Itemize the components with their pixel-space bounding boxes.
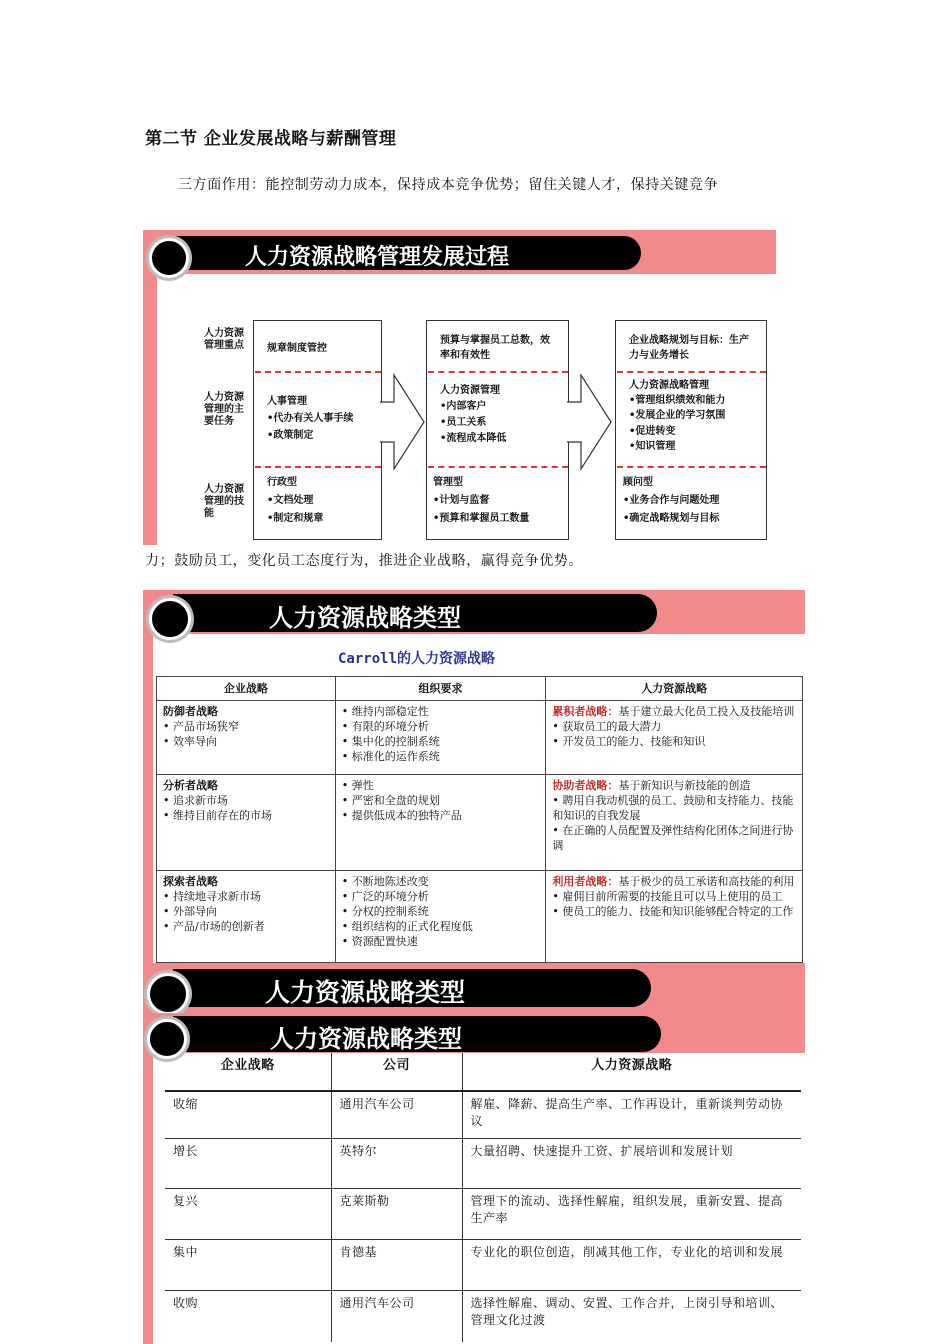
- hr-cell: 选择性解雇、调动、安置、工作合并，上岗引导和培训、管理文化过渡: [470, 1295, 784, 1327]
- paragraph-end: 力；鼓励员工，变化员工态度行为，推进企业战略，赢得竞争优势。: [145, 553, 583, 569]
- col1-top: 规章制度管控: [267, 343, 327, 354]
- row-label-skills: 人力资源管理的技能: [204, 484, 244, 519]
- slide3-titlebar: [173, 969, 651, 1007]
- header-hr-strategy: 人力资源战略: [462, 1053, 801, 1091]
- table-row: [165, 1290, 801, 1342]
- col3-bot-2: •确定战略规划与目标: [623, 513, 720, 524]
- company-cell: 通用汽车公司: [331, 1290, 462, 1342]
- row-label-focus: 人力资源管理重点: [204, 328, 244, 351]
- carroll-table: [156, 676, 803, 963]
- col3-mid-4: •知识管理: [629, 441, 676, 452]
- list-item: • 组织结构的正式化程度低: [341, 920, 473, 933]
- list-item: • 效率导向: [163, 735, 217, 748]
- col2-mid-3: •流程成本降低: [440, 433, 507, 444]
- list-item: • 标准化的运作系统: [341, 750, 440, 763]
- list-item: • 使员工的能力、技能和知识能够配合特定的工作: [552, 905, 794, 918]
- col3-bot-1: •业务合作与问题处理: [623, 495, 720, 506]
- paragraph-start: 三方面作用：能控制劳动力成本，保持成本竞争优势；留住关键人才，保持关键竞争: [178, 177, 719, 193]
- slide-hr-strategy-types-carroll: [143, 590, 805, 965]
- hr-cell: 大量招聘、快速提升工资、扩展培训和发展计划: [462, 1138, 801, 1188]
- hr-cell: 解雇、降薪、提高生产率、工作再设计，重新谈判劳动协议: [462, 1091, 801, 1138]
- strategy-name: 防御者战略: [163, 705, 218, 718]
- strategy-cell: 增长: [165, 1138, 331, 1188]
- list-item: • 产品/市场的创新者: [163, 920, 265, 933]
- col3-mid-0: 人力资源战略管理: [629, 380, 709, 391]
- bullet-dot-icon: [149, 598, 191, 640]
- hr-cell: 管理下的流动、选择性解雇，组织发展，重新安置、提高生产率: [462, 1188, 801, 1239]
- list-item: • 资源配置快速: [341, 935, 418, 948]
- col3-mid-1: •管理组织绩效和能力: [629, 395, 726, 406]
- header-company: 公司: [331, 1053, 462, 1091]
- hr-strategy-name: 利用者战略：: [552, 875, 619, 888]
- col1-bot-2: •制定和规章: [267, 513, 324, 524]
- col1-mid-1: •代办有关人事手续: [267, 413, 354, 424]
- section-heading: 第二节 企业发展战略与薪酬管理: [145, 129, 397, 149]
- strategy-cell: 集中: [165, 1239, 331, 1290]
- slide-hr-strategy-process: [143, 230, 776, 545]
- list-item: • 追求新市场: [163, 794, 228, 807]
- strategy-cell: 收缩: [165, 1091, 331, 1138]
- strategy-name: 分析者战略: [163, 779, 218, 792]
- list-item: • 维持目前存在的市场: [163, 809, 272, 822]
- slide-hr-strategy-types-strip: [143, 963, 805, 1019]
- col2-mid-1: •内部客户: [440, 401, 487, 412]
- company-cell: 克莱斯勒: [331, 1188, 462, 1239]
- header-enterprise-strategy: 企业战略: [157, 677, 336, 701]
- list-item: • 分权的控制系统: [341, 905, 429, 918]
- list-item: • 广泛的环境分析: [341, 890, 429, 903]
- col3-top: 企业战略规划与目标：生产力与业务增长: [629, 335, 749, 361]
- strategy-cell: 收购: [165, 1290, 331, 1342]
- list-item: • 外部导向: [163, 905, 217, 918]
- bullet-dot-icon: [147, 973, 189, 1015]
- table-row: [165, 1188, 801, 1239]
- table-row: [157, 701, 803, 775]
- strategy-name: 探索者战略: [163, 875, 218, 888]
- company-cell: 通用汽车公司: [331, 1091, 462, 1138]
- header-org-requirements: 组织要求: [335, 677, 546, 701]
- slide2-titlebar: [173, 594, 657, 632]
- list-item: • 弹性: [341, 779, 374, 792]
- arrow-right-icon: [567, 372, 613, 472]
- slide-hr-strategy-types-companies: [143, 1013, 805, 1344]
- col3-mid-3: •促进转变: [629, 426, 676, 437]
- hr-strategy-name: 协助者战略：: [552, 779, 619, 792]
- table-row: [157, 775, 803, 871]
- list-item: • 严密和全盘的规划: [341, 794, 440, 807]
- list-item: • 提供低成本的独特产品: [341, 809, 462, 822]
- list-item: • 维持内部稳定性: [341, 705, 429, 718]
- col1-bot-0: 行政型: [267, 477, 297, 488]
- row-label-tasks: 人力资源管理的主要任务: [204, 392, 244, 427]
- header-hr-strategy: 人力资源战略: [546, 677, 803, 701]
- arrow-right-icon: [380, 372, 426, 472]
- company-strategy-table: [165, 1053, 801, 1342]
- hr-strategy-name: 累积者战略：: [552, 705, 619, 718]
- col1-mid-0: 人事管理: [267, 396, 307, 407]
- col3-mid-2: •发展企业的学习氛围: [629, 410, 726, 421]
- col2-bot-1: •计划与监督: [433, 495, 490, 506]
- list-item: • 获取员工的最大潜力: [552, 720, 662, 733]
- col2-top: 预算与掌握员工总数，效率和有效性: [440, 335, 550, 361]
- slide3-title: 人力资源战略类型: [265, 978, 466, 1007]
- col1-mid-2: •政策制定: [267, 430, 314, 441]
- slide2-title: 人力资源战略类型: [269, 604, 461, 632]
- list-item: • 在正确的人员配置及弹性结构化团体之间进行协调: [552, 824, 794, 852]
- company-cell: 肯德基: [331, 1239, 462, 1290]
- hr-cell: 专业化的职位创造，削减其他工作，专业化的培训和发展: [462, 1239, 801, 1290]
- slide1-title: 人力资源战略管理发展过程: [245, 245, 510, 270]
- slide2-subtitle: Carroll的人力资源战略: [338, 651, 496, 667]
- col1-bot-1: •文档处理: [267, 495, 314, 506]
- col3-bot-0: 顾问型: [623, 477, 653, 488]
- list-item: • 集中化的控制系统: [341, 735, 440, 748]
- list-item: • 有限的环境分析: [341, 720, 429, 733]
- table-row: [165, 1091, 801, 1138]
- slide1-titlebar: [173, 236, 641, 270]
- list-item: • 雇佣目前所需要的技能且可以马上使用的员工: [552, 890, 783, 903]
- list-item: • 不断地陈述改变: [341, 875, 429, 888]
- company-cell: 英特尔: [331, 1138, 462, 1188]
- col2-mid-0: 人力资源管理: [440, 385, 500, 396]
- hr-strategy-desc: 基于极少的员工承诺和高技能的利用: [618, 875, 795, 888]
- table-row: [165, 1239, 801, 1290]
- header-enterprise-strategy: 企业战略: [165, 1053, 331, 1091]
- slide4-titlebar: [173, 1016, 661, 1052]
- bullet-dot-icon: [149, 238, 189, 278]
- col2-mid-2: •员工关系: [440, 417, 487, 428]
- hr-strategy-desc: 基于建立最大化员工投入及技能培训: [618, 705, 795, 718]
- list-item: • 开发员工的能力、技能和知识: [552, 735, 706, 748]
- list-item: • 聘用自我动机强的员工、鼓励和支持能力、技能和知识的自我发展: [552, 794, 794, 822]
- col2-bot-2: •预算和掌握员工数量: [433, 513, 530, 524]
- col2-bot-0: 管理型: [433, 477, 463, 488]
- table-row: [157, 871, 803, 963]
- slide4-title: 人力资源战略类型: [270, 1025, 462, 1053]
- table-row: [165, 1138, 801, 1188]
- list-item: • 产品市场狭窄: [163, 720, 239, 733]
- hr-strategy-desc: 基于新知识与新技能的创造: [618, 779, 751, 792]
- list-item: • 持续地寻求新市场: [163, 890, 261, 903]
- strategy-cell: 复兴: [165, 1188, 331, 1239]
